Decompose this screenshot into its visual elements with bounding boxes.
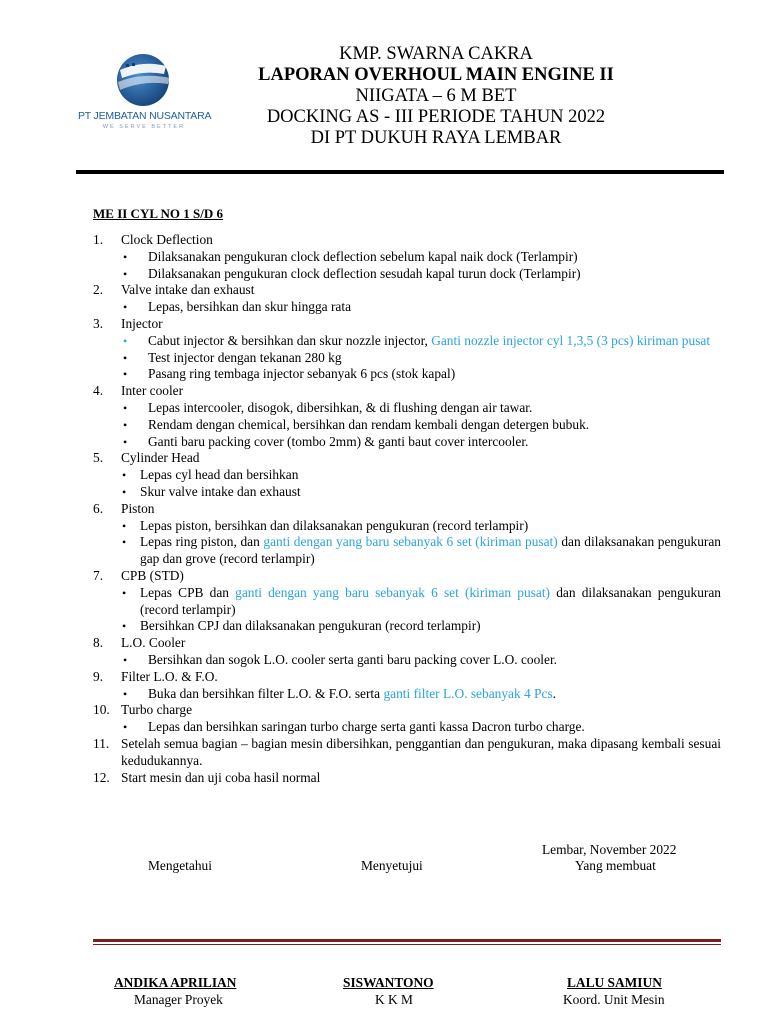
sub-item (116, 618, 721, 635)
bullet-icon: • (123, 652, 128, 667)
bullet-icon: • (122, 585, 127, 600)
sub-item-text: Bersihkan CPJ dan dilaksanakan pengukuran (record terlampir) (140, 618, 481, 634)
item-number: 2. (93, 282, 104, 298)
sub-item-text: Lepas CPB dan (140, 584, 236, 600)
sub-item (121, 434, 721, 451)
sub-item-text: Test injector dengan tekanan 280 kg (148, 349, 342, 365)
place-date: Lembar, November 2022 (542, 842, 677, 857)
sub-item (121, 249, 721, 266)
item-number: 3. (93, 315, 104, 331)
item-number: 1. (93, 232, 104, 247)
item-title: Setelah semua bagian – bagian mesin dibersihkan, penggantian dan pengukuran, maka dipasang kembali sesuai kedudukannya. (121, 735, 721, 768)
item-number: 6. (93, 500, 104, 516)
list-item (93, 501, 721, 568)
sub-item (121, 417, 721, 434)
sub-item (121, 686, 721, 703)
document-header (196, 44, 676, 149)
signature-label-menyetujui: Menyetujui (361, 858, 423, 873)
header-line-3: NIIGATA – 6 M BET (355, 86, 517, 106)
item-title: CPB (STD) (121, 567, 184, 583)
bullet-icon: • (122, 619, 127, 634)
list-item (93, 232, 721, 282)
list-item (93, 450, 721, 500)
sub-item-text: Cabut injector & bersihkan dan skur nozzle injector, (148, 332, 432, 348)
footer-divider-thin (93, 944, 721, 945)
sub-item (116, 518, 721, 535)
overhaul-list (93, 232, 721, 786)
bullet-icon: • (122, 518, 127, 533)
sub-item-text: Skur valve intake dan exhaust (140, 483, 301, 499)
bullet-icon: • (123, 720, 128, 735)
bullet-icon: • (123, 400, 128, 415)
sub-item-text-after: dan dilaksanakan pengukuran (record terlampir) (140, 584, 721, 617)
sub-item (121, 299, 721, 316)
sub-item-text: Rendam dengan chemical, bersihkan dan rendam kembali dengan detergen bubuk. (148, 416, 590, 432)
list-item (93, 282, 721, 316)
signatory-name-2: SISWANTONO (343, 975, 434, 990)
sub-item-text: Lepas piston, bersihkan dan dilaksanakan pengukuran (record terlampir) (140, 517, 529, 533)
header-line-1: KMP. SWARNA CAKRA (339, 44, 533, 64)
company-logo (78, 52, 212, 136)
bullet-icon: • (123, 333, 128, 348)
section-title: ME II CYL NO 1 S/D 6 (93, 206, 224, 221)
sub-item-text-after: . (552, 685, 557, 701)
highlighted-text: ganti filter L.O. sebanyak 4 Pcs (383, 685, 553, 701)
bullet-icon: • (123, 686, 128, 701)
item-title: Turbo charge (121, 702, 193, 718)
sub-item-text: Dilaksanakan pengukuran clock deflection sebelum kapal naik dock (Terlampir) (148, 248, 578, 264)
header-line-2: LAPORAN OVERHOUL MAIN ENGINE II (258, 65, 614, 85)
bullet-icon: • (123, 434, 128, 449)
bullet-icon: • (123, 367, 128, 382)
signature-label-yang-membuat: Yang membuat (575, 858, 656, 873)
bullet-icon: • (123, 300, 128, 315)
sub-item-text: Lepas, bersihkan dan skur hingga rata (148, 299, 352, 315)
sub-item-text: Lepas dan bersihkan saringan turbo charge serta ganti kassa Dacron turbo charge. (148, 719, 585, 735)
highlighted-text: Ganti nozzle injector cyl 1,3,5 (3 pcs) kiriman pusat (431, 332, 711, 348)
item-number: 12. (93, 769, 110, 785)
highlighted-text: ganti dengan yang baru sebanyak 6 set (kiriman pusat) (235, 584, 551, 600)
sub-item (121, 266, 721, 283)
logo-company-name: PT JEMBATAN NUSANTARA (78, 110, 212, 122)
sub-item (121, 400, 721, 417)
item-title: Start mesin dan uji coba hasil normal (121, 769, 321, 785)
header-divider (76, 170, 724, 174)
header-line-4: DOCKING AS - III PERIODE TAHUN 2022 (266, 107, 606, 127)
logo-tagline: WE SERVE BETTER (102, 124, 186, 130)
list-item (93, 635, 721, 669)
bullet-icon: • (122, 468, 127, 483)
signatory-role-2: K K M (375, 992, 413, 1007)
item-title: Filter L.O. & F.O. (121, 668, 218, 684)
sub-item-text: Dilaksanakan pengukuran clock deflection sesudah kapal turun dock (Terlampir) (148, 265, 581, 281)
sub-item (116, 534, 721, 568)
list-item (93, 383, 721, 450)
item-number: 5. (93, 450, 104, 466)
sub-item (121, 719, 721, 736)
signatory-role-3: Koord. Unit Mesin (563, 992, 665, 1007)
item-title: Piston (121, 500, 155, 516)
header-line-5: DI PT DUKUH RAYA LEMBAR (310, 128, 562, 148)
sub-item-text: Bersihkan dan sogok L.O. cooler serta ganti baru packing cover L.O. cooler. (148, 651, 558, 667)
highlighted-text: ganti dengan yang baru sebanyak 6 set (kiriman pusat) (263, 534, 558, 550)
sub-item (121, 333, 721, 350)
sub-item (116, 467, 721, 484)
bullet-icon: • (123, 417, 128, 432)
bullet-icon: • (122, 484, 127, 499)
list-item (93, 316, 721, 383)
sub-item (116, 484, 721, 501)
sub-item-text: Lepas ring piston, dan (140, 534, 264, 550)
list-item (93, 669, 721, 703)
sub-item (121, 350, 721, 367)
item-title: L.O. Cooler (121, 635, 186, 651)
ship-logo-icon (78, 52, 208, 112)
item-number: 4. (93, 383, 104, 399)
sub-item-text: Buka dan bersihkan filter L.O. & F.O. serta (148, 685, 384, 701)
item-number: 7. (93, 567, 104, 583)
sub-item (121, 652, 721, 669)
bullet-icon: • (123, 266, 128, 281)
item-title: Inter cooler (121, 383, 184, 399)
item-number: 8. (93, 635, 104, 651)
list-item (93, 736, 721, 770)
footer-divider (93, 939, 721, 942)
item-title: Cylinder Head (121, 450, 200, 466)
item-title: Valve intake dan exhaust (121, 282, 255, 298)
item-number: 11. (93, 735, 110, 751)
item-number: 9. (93, 668, 104, 684)
item-title: Injector (121, 315, 163, 331)
sub-item-text: Pasang ring tembaga injector sebanyak 6 pcs (stok kapal) (148, 366, 456, 382)
list-item (93, 770, 721, 787)
signatory-name-1: ANDIKA APRILIAN (114, 975, 237, 990)
item-title: Clock Deflection (121, 232, 213, 247)
sub-item-text-after: dan dilaksanakan pengukuran gap dan grove (record terlampir) (140, 534, 721, 567)
sub-item (116, 585, 721, 619)
signature-label-mengetahui: Mengetahui (148, 858, 212, 873)
item-number: 10. (93, 702, 110, 718)
sub-item-text: Ganti baru packing cover (tombo 2mm) & ganti baut cover intercooler. (148, 433, 529, 449)
list-item (93, 568, 721, 635)
bullet-icon: • (123, 249, 128, 264)
bullet-icon: • (122, 535, 127, 550)
sub-item-text: Lepas intercooler, disogok, dibersihkan, & di flushing dengan air tawar. (148, 399, 533, 415)
bullet-icon: • (123, 350, 128, 365)
signatory-role-1: Manager Proyek (134, 992, 223, 1007)
sub-item-text: Lepas cyl head dan bersihkan (140, 467, 299, 483)
sub-item (121, 366, 721, 383)
list-item (93, 702, 721, 736)
signatory-name-3: LALU SAMIUN (567, 975, 662, 990)
